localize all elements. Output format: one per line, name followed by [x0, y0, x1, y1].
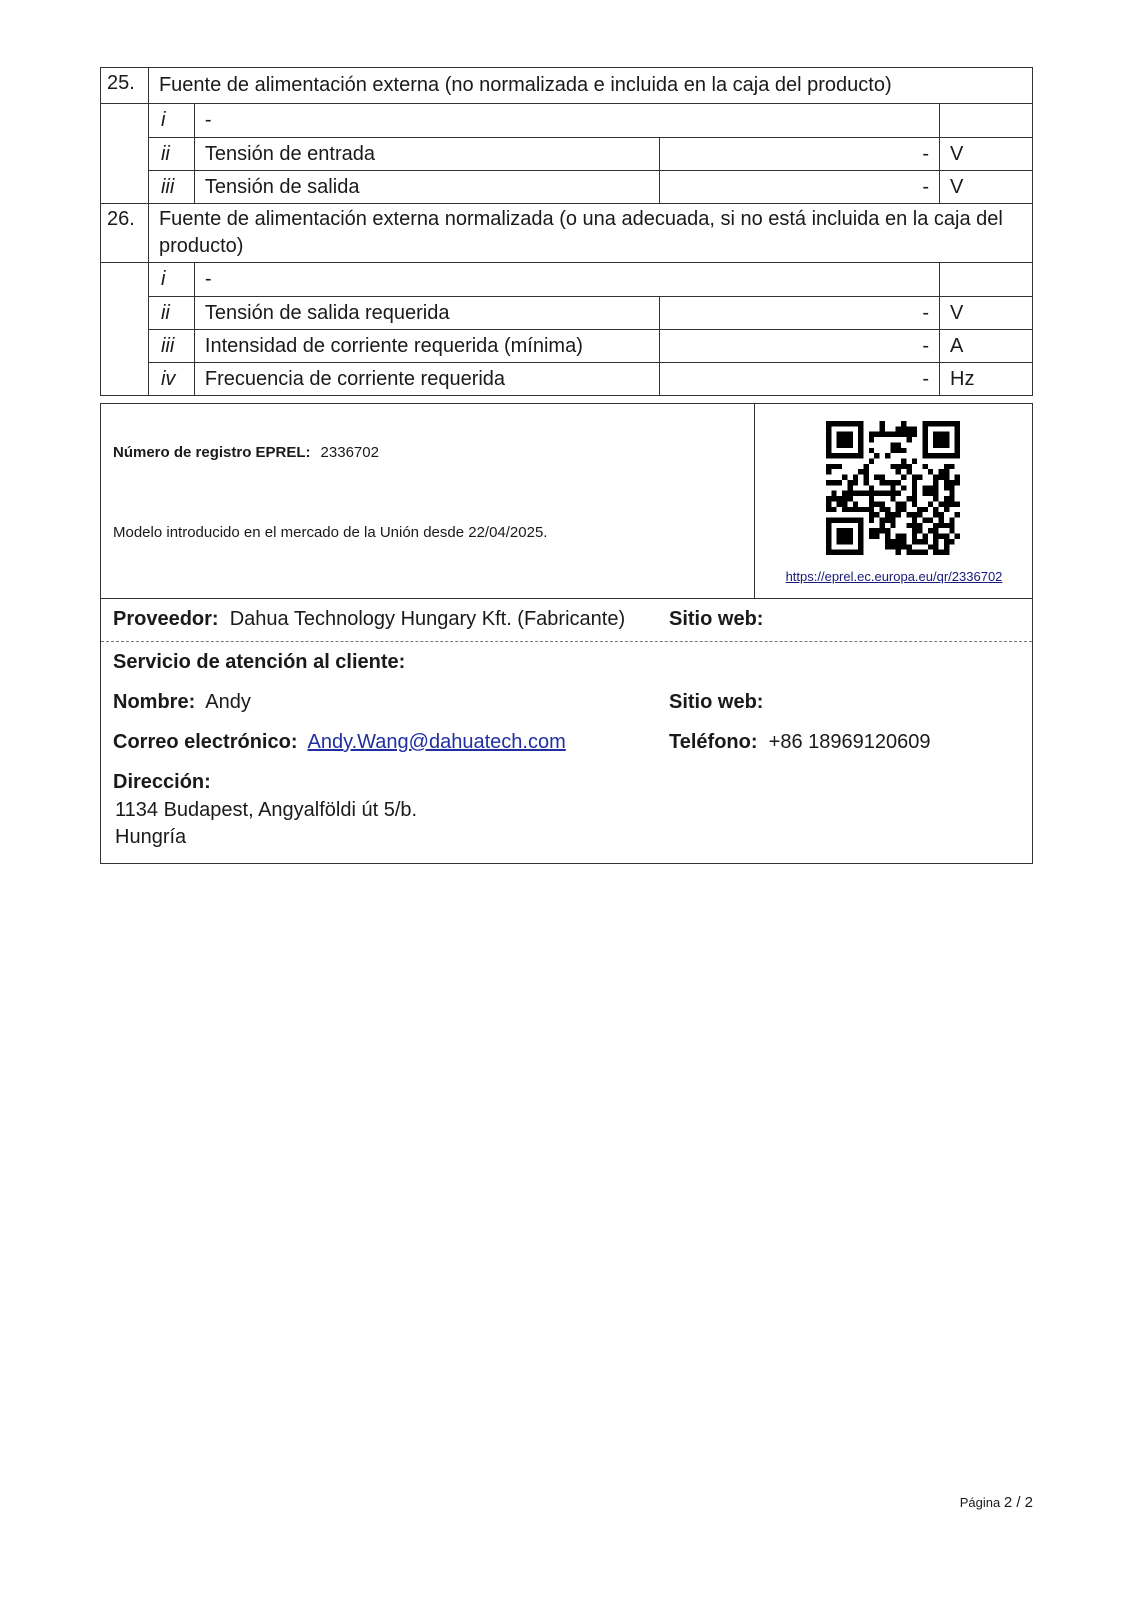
- row-label: Frecuencia de corriente requerida: [194, 362, 659, 396]
- row-value: -: [660, 296, 940, 329]
- supplier-label: Proveedor:: [113, 608, 219, 630]
- page-footer: [960, 1494, 1033, 1511]
- qr-section: [754, 404, 1033, 598]
- qr-code-icon[interactable]: [826, 421, 960, 555]
- phone-value: +86 18969120609: [768, 731, 931, 753]
- name-value: Andy: [205, 691, 251, 713]
- row-unit: V: [940, 137, 1033, 170]
- row-unit: V: [940, 296, 1033, 329]
- website-label: Sitio web:: [669, 691, 764, 713]
- contact-name: [113, 691, 251, 714]
- item-title: Fuente de alimentación externa (no normalizada e incluida en la caja del producto): [148, 68, 1032, 104]
- item-number-spacer: [101, 329, 149, 362]
- address-line-1: 1134 Budapest, Angyalföldi út 5/b.: [115, 799, 418, 821]
- item-title: Fuente de alimentación externa normalizada (o una adecuada, si no está incluida en la caja del producto): [148, 204, 1032, 263]
- registration-section: [101, 404, 754, 598]
- eprel-number: 2336702: [320, 444, 379, 461]
- row-unit: Hz: [940, 362, 1033, 396]
- row-unit: A: [940, 329, 1033, 362]
- specification-table: [100, 67, 1033, 396]
- item-number: 25.: [101, 68, 149, 104]
- sub-index: ii: [148, 137, 194, 170]
- contact-phone: [669, 731, 930, 754]
- eprel-qr-link[interactable]: https://eprel.ec.europa.eu/qr/2336702: [785, 569, 1003, 584]
- item-number-spacer: [101, 296, 149, 329]
- address-label: Dirección:: [113, 771, 211, 793]
- contact-email: [113, 731, 566, 754]
- item-number-spacer: [101, 263, 149, 297]
- row-label: Tensión de entrada: [194, 137, 659, 170]
- contact-website: [669, 691, 763, 714]
- contact-address: [113, 771, 211, 794]
- customer-service-heading: [113, 651, 405, 674]
- page-label: Página: [959, 1495, 1001, 1510]
- item-number-spacer: [101, 104, 149, 138]
- item-number-spacer: [101, 362, 149, 396]
- customer-service-title: Servicio de atención al cliente:: [113, 651, 406, 673]
- sub-index: ii: [148, 296, 194, 329]
- item-number: 26.: [101, 204, 149, 263]
- row-value: -: [660, 362, 940, 396]
- name-label: Nombre:: [113, 691, 196, 713]
- row-unit: [940, 104, 1033, 138]
- sub-index: i: [148, 263, 194, 297]
- row-unit: V: [940, 170, 1033, 204]
- row-unit: [940, 263, 1033, 297]
- eprel-label: Número de registro EPREL:: [113, 444, 311, 461]
- eprel-registration: [113, 444, 379, 461]
- supplier-website-label: Sitio web:: [669, 608, 764, 630]
- row-label: Tensión de salida requerida: [194, 296, 659, 329]
- row-label: Tensión de salida: [194, 170, 659, 204]
- item-number-spacer: [101, 137, 149, 170]
- supplier-info-card: [100, 403, 1033, 864]
- sub-index: iii: [148, 170, 194, 204]
- row-value: -: [660, 137, 940, 170]
- address-line-2: Hungría: [115, 826, 187, 848]
- supplier: [113, 608, 625, 631]
- phone-label: Teléfono:: [669, 731, 758, 753]
- row-value: -: [660, 170, 940, 204]
- row-value: -: [660, 329, 940, 362]
- sub-index: i: [148, 104, 194, 138]
- email-link[interactable]: Andy.Wang@dahuatech.com: [307, 731, 566, 753]
- row-label: -: [194, 104, 939, 138]
- market-date-text: Modelo introducido en el mercado de la Unión desde 22/04/2025.: [113, 524, 548, 541]
- sub-index: iii: [148, 329, 194, 362]
- email-label: Correo electrónico:: [113, 731, 298, 753]
- page-number: 2 / 2: [1003, 1494, 1033, 1511]
- item-number-spacer: [101, 170, 149, 204]
- row-label: Intensidad de corriente requerida (mínima): [194, 329, 659, 362]
- supplier-name: Dahua Technology Hungary Kft. (Fabricante): [229, 608, 626, 630]
- supplier-row: [101, 598, 1032, 642]
- row-label: -: [194, 263, 939, 297]
- sub-index: iv: [148, 362, 194, 396]
